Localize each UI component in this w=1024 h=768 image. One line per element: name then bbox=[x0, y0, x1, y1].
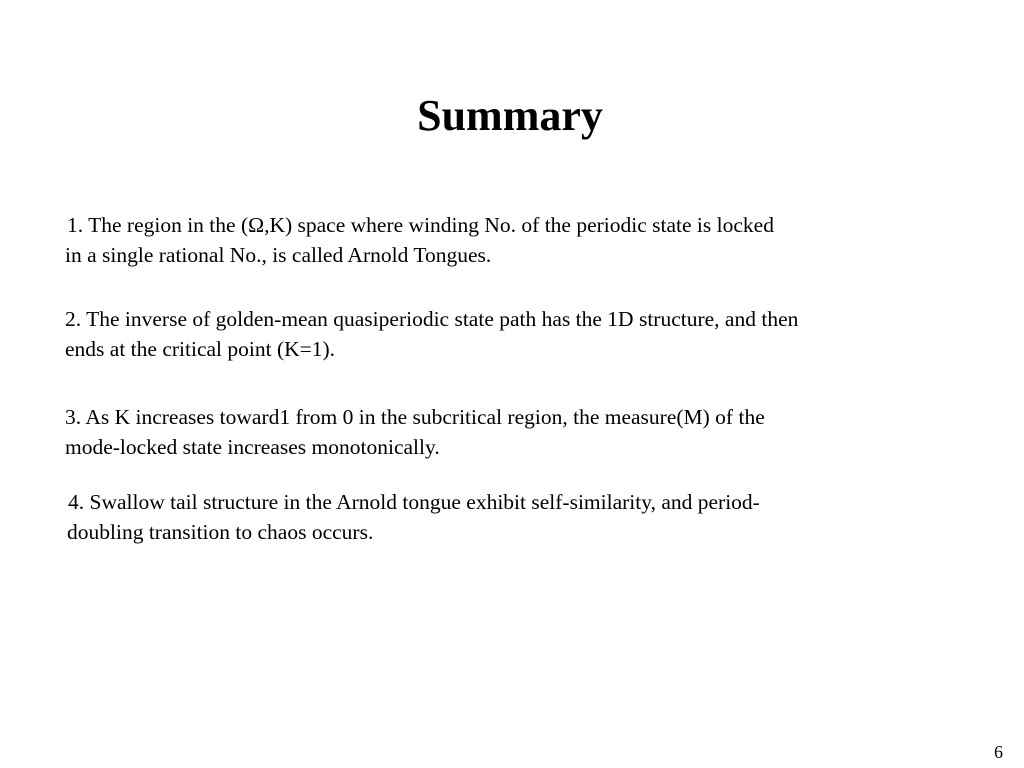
slide-title: Summary bbox=[417, 91, 603, 140]
summary-point-1 bbox=[65, 210, 774, 270]
summary-point-3-line-1: 3. As K increases toward1 from 0 in the subcritical region, the measure(M) of the bbox=[65, 405, 765, 429]
summary-point-2-line-2: ends at the critical point (K=1). bbox=[65, 337, 336, 361]
summary-point-4-line-1: 4. Swallow tail structure in the Arnold tongue exhibit self-similarity, and period- bbox=[68, 490, 760, 514]
summary-point-3-line-2: mode-locked state increases monotonically. bbox=[65, 435, 440, 459]
summary-point-2-line-1: 2. The inverse of golden-mean quasiperiodic state path has the 1D structure, and then bbox=[65, 307, 799, 331]
summary-point-1-line-1: 1. The region in the (Ω,K) space where winding No. of the periodic state is locked bbox=[67, 213, 774, 237]
summary-point-1-line-2: in a single rational No., is called Arnold Tongues. bbox=[65, 243, 492, 267]
summary-point-3 bbox=[65, 402, 765, 462]
summary-point-4-line-2: doubling transition to chaos occurs. bbox=[67, 520, 374, 544]
page-number: 6 bbox=[994, 742, 1003, 762]
summary-point-4 bbox=[67, 487, 760, 547]
summary-point-2 bbox=[65, 304, 798, 364]
